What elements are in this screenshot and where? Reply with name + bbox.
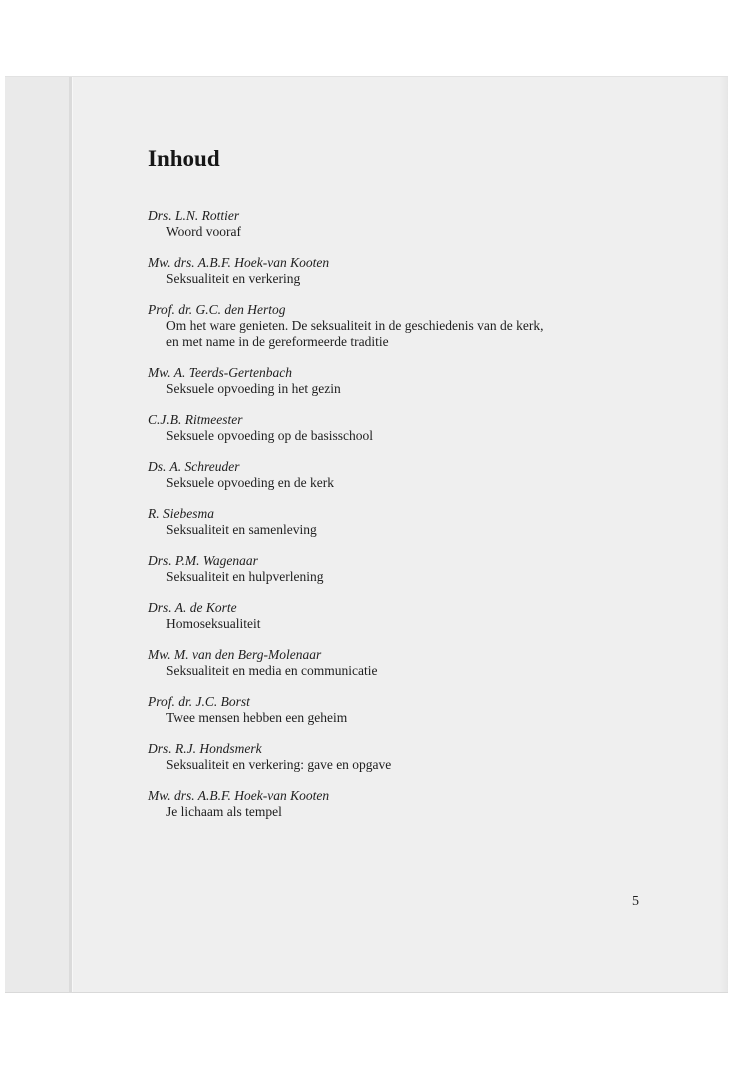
toc-entry [148, 302, 628, 350]
toc-title: Je lichaam als tempel [166, 804, 282, 819]
toc-entry [148, 208, 628, 240]
toc-title: Seksualiteit en verkering: gave en opgave [166, 757, 392, 772]
toc-entry [148, 553, 628, 585]
toc-entry [148, 255, 628, 287]
toc-author: Ds. A. Schreuder [148, 459, 240, 474]
toc-title: Om het ware genieten. De seksualiteit in de geschiedenis van de kerk, [166, 318, 544, 333]
toc-author: Drs. R.J. Hondsmerk [148, 741, 262, 756]
toc-entry [148, 600, 628, 632]
toc-entry [148, 506, 628, 538]
toc-author: Drs. L.N. Rottier [148, 208, 240, 223]
toc-author: Mw. drs. A.B.F. Hoek-van Kooten [148, 788, 330, 803]
toc-author: Prof. dr. G.C. den Hertog [148, 302, 286, 317]
toc-author: Drs. A. de Korte [148, 600, 237, 615]
toc-title: Woord vooraf [166, 224, 242, 239]
toc-author: Mw. A. Teerds-Gertenbach [148, 365, 292, 380]
toc-entry [148, 412, 628, 444]
toc-entry [148, 741, 628, 773]
toc-author: C.J.B. Ritmeester [148, 412, 243, 427]
toc-title: Homoseksualiteit [166, 616, 261, 631]
page-edge-shadow [720, 77, 728, 992]
toc-title: Seksuele opvoeding op de basisschool [166, 428, 373, 443]
toc-title: Seksualiteit en media en communicatie [166, 663, 378, 678]
table-of-contents [148, 208, 628, 835]
toc-title: Seksualiteit en hulpverlening [166, 569, 324, 584]
toc-title: Seksualiteit en verkering [166, 271, 301, 286]
toc-entry [148, 647, 628, 679]
toc-title-continuation: en met name in de gereformeerde traditie [166, 334, 389, 349]
toc-entry [148, 694, 628, 726]
toc-author: R. Siebesma [148, 506, 214, 521]
toc-title: Twee mensen hebben een geheim [166, 710, 348, 725]
toc-title: Seksuele opvoeding in het gezin [166, 381, 341, 396]
toc-author: Drs. P.M. Wagenaar [148, 553, 258, 568]
toc-entry [148, 788, 628, 820]
toc-title: Seksualiteit en samenleving [166, 522, 317, 537]
toc-entry [148, 459, 628, 491]
toc-author: Mw. drs. A.B.F. Hoek-van Kooten [148, 255, 330, 270]
page-number: 5 [632, 894, 639, 909]
toc-author: Prof. dr. J.C. Borst [148, 694, 250, 709]
toc-entry [148, 365, 628, 397]
page-spine [5, 77, 72, 992]
toc-author: Mw. M. van den Berg-Molenaar [148, 647, 322, 662]
toc-title: Seksuele opvoeding en de kerk [166, 475, 334, 490]
spine-edge [72, 77, 73, 992]
book-page [5, 76, 728, 993]
page-title: Inhoud [148, 146, 220, 171]
